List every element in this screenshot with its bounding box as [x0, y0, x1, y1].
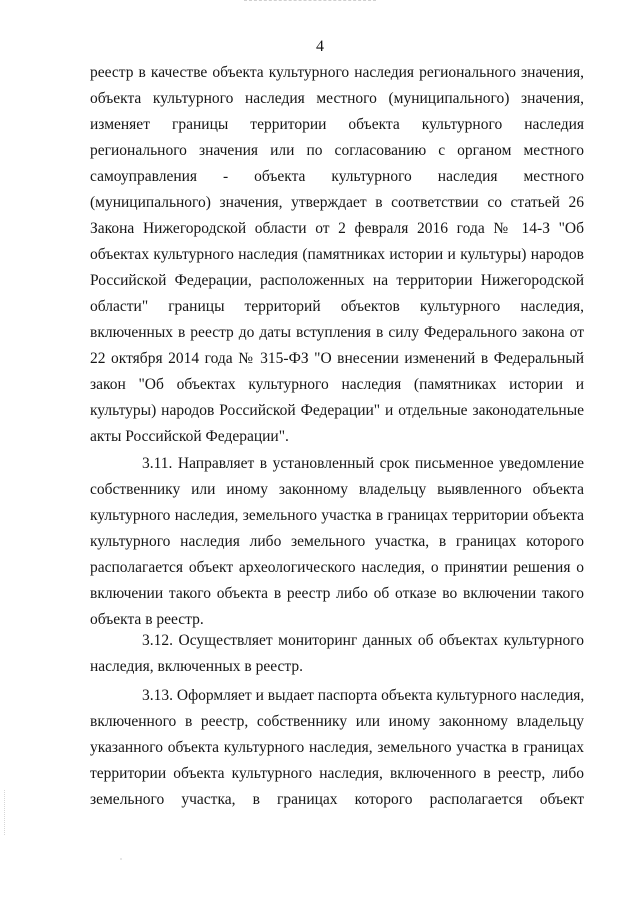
text-line: включении такого объекта в реестр либо об отказе во включении такого	[90, 585, 584, 602]
paragraph-continuation	[90, 60, 584, 450]
text-line: Закона Нижегородской области от 2 февраля 2016 года № 14-З "Об	[90, 220, 584, 237]
text-line: 3.12. Осуществляет мониторинг данных об объектах культурного	[142, 632, 584, 649]
text-line: 22 октября 2014 года № 315-ФЗ "О внесении изменений в Федеральный	[90, 350, 584, 367]
text-line: культурного наследия либо земельного участка, в границах которого	[90, 533, 584, 550]
text-line: располагается объект археологического наследия, о принятии решения о	[90, 559, 584, 576]
text-line: собственнику или иному законному владельцу выявленного объекта	[90, 481, 584, 498]
text-line: объекта в реестр.	[90, 611, 204, 628]
text-line: изменяет границы территории объекта культурного наследия	[90, 116, 584, 133]
text-line: территории объекта культурного наследия, включенного в реестр, либо	[90, 765, 584, 782]
text-line: земельного участка, в границах которого располагается объект	[90, 791, 584, 808]
text-line: включенного в реестр, собственнику или иному законному владельцу	[90, 713, 584, 730]
text-line: указанного объекта культурного наследия, земельного участка в границах	[90, 739, 584, 756]
text-line: культуры) народов Российской Федерации" и отдельные законодательные	[90, 402, 584, 419]
scan-speck	[120, 858, 122, 860]
text-line: Российской Федерации, расположенных на территории Нижегородской	[90, 272, 584, 289]
text-line: включенных в реестр до даты вступления в силу Федерального закона от	[90, 324, 584, 341]
page-number: 4	[316, 38, 324, 55]
paragraph-3-11	[90, 451, 584, 633]
paragraph-3-12	[90, 628, 584, 680]
text-line: наследия, включенных в реестр.	[90, 658, 303, 675]
paragraph-3-13	[90, 683, 584, 813]
text-line: самоуправления - объекта культурного наследия местного	[90, 168, 584, 185]
text-line: (муниципального) значения, утверждает в соответствии со статьей 26	[90, 194, 584, 211]
text-line: 3.11. Направляет в установленный срок письменное уведомление	[142, 455, 584, 472]
text-line: реестр в качестве объекта культурного наследия регионального значения,	[90, 64, 584, 81]
scan-margin-artifact	[4, 790, 9, 835]
text-line: 3.13. Оформляет и выдает паспорта объекта культурного наследия,	[142, 687, 584, 704]
text-line: объектах культурного наследия (памятниках истории и культуры) народов	[90, 246, 584, 263]
text-line: закон "Об объектах культурного наследия (памятниках истории и	[90, 376, 584, 393]
text-line: регионального значения или по согласованию с органом местного	[90, 142, 584, 159]
text-line: объекта культурного наследия местного (муниципального) значения,	[90, 90, 584, 107]
text-line: акты Российской Федерации".	[90, 428, 289, 445]
text-line: культурного наследия, земельного участка в границах территории объекта	[90, 507, 584, 524]
text-line: области" границы территорий объектов культурного наследия,	[90, 298, 584, 315]
scan-edge-mark	[244, 0, 376, 1]
